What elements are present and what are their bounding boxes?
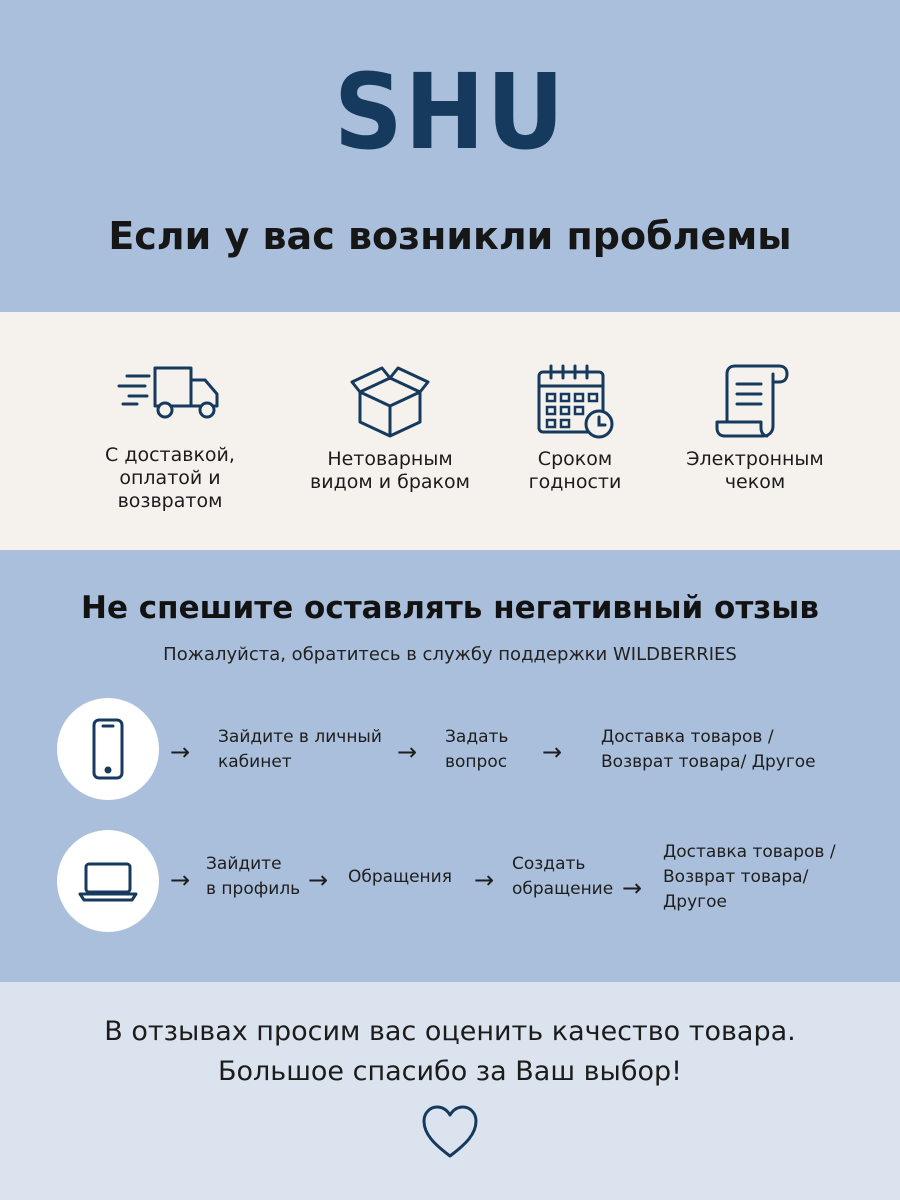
receipt-scroll-icon <box>715 362 795 442</box>
arrow-icon: → <box>474 866 495 894</box>
desktop-step-2: Обращения <box>348 867 452 887</box>
delivery-truck-icon <box>115 362 225 422</box>
header-section <box>0 0 900 312</box>
desktop-step-4: Доставка товаров / Возврат товара/ Другое <box>663 842 836 912</box>
footer-line-2: Большое спасибо за Ваш выбор! <box>217 1056 683 1087</box>
arrow-icon: → <box>308 866 329 894</box>
problems-band <box>0 312 900 550</box>
footer-section <box>0 982 900 1200</box>
mobile-step-1: Зайдите в личный кабинет <box>218 727 382 772</box>
mobile-step-3: Доставка товаров / Возврат товара/ Другое <box>601 727 816 772</box>
heart-icon <box>420 1104 480 1160</box>
support-subtitle: Пожалуйста, обратитесь в службу поддержки WILDBERRIES <box>163 644 737 665</box>
support-section <box>0 550 900 982</box>
feature-receipt <box>650 362 860 494</box>
support-title: Не спешите оставлять негативный отзыв <box>81 590 819 626</box>
footer-message <box>0 1012 900 1092</box>
desktop-step-3: Создать обращение <box>512 854 614 899</box>
desktop-circle <box>57 830 159 932</box>
feature-defect <box>285 362 495 494</box>
smartphone-icon <box>83 718 133 780</box>
arrow-icon: → <box>397 738 418 766</box>
arrow-icon: → <box>170 738 191 766</box>
brand-logo: SHU <box>333 51 567 173</box>
feature-delivery <box>65 362 275 513</box>
arrow-icon: → <box>170 866 191 894</box>
open-box-icon <box>350 362 430 442</box>
arrow-icon: → <box>622 874 643 902</box>
mobile-circle <box>57 698 159 800</box>
calendar-clock-icon <box>535 362 615 442</box>
desktop-step-1: Зайдите в профиль <box>206 854 301 899</box>
feature-label: Электронным чеком <box>686 448 824 493</box>
arrow-icon: → <box>542 738 563 766</box>
feature-label: Нетоварным видом и браком <box>310 448 470 493</box>
mobile-step-2: Задать вопрос <box>445 727 509 772</box>
footer-line-1: В отзывах просим вас оценить качество товара. <box>104 1016 796 1047</box>
feature-label: Сроком годности <box>528 448 622 493</box>
feature-expiry <box>470 362 680 494</box>
page-title: Если у вас возникли проблемы <box>108 214 792 258</box>
feature-label: С доставкой, оплатой и возвратом <box>105 444 235 512</box>
laptop-icon <box>78 850 138 910</box>
